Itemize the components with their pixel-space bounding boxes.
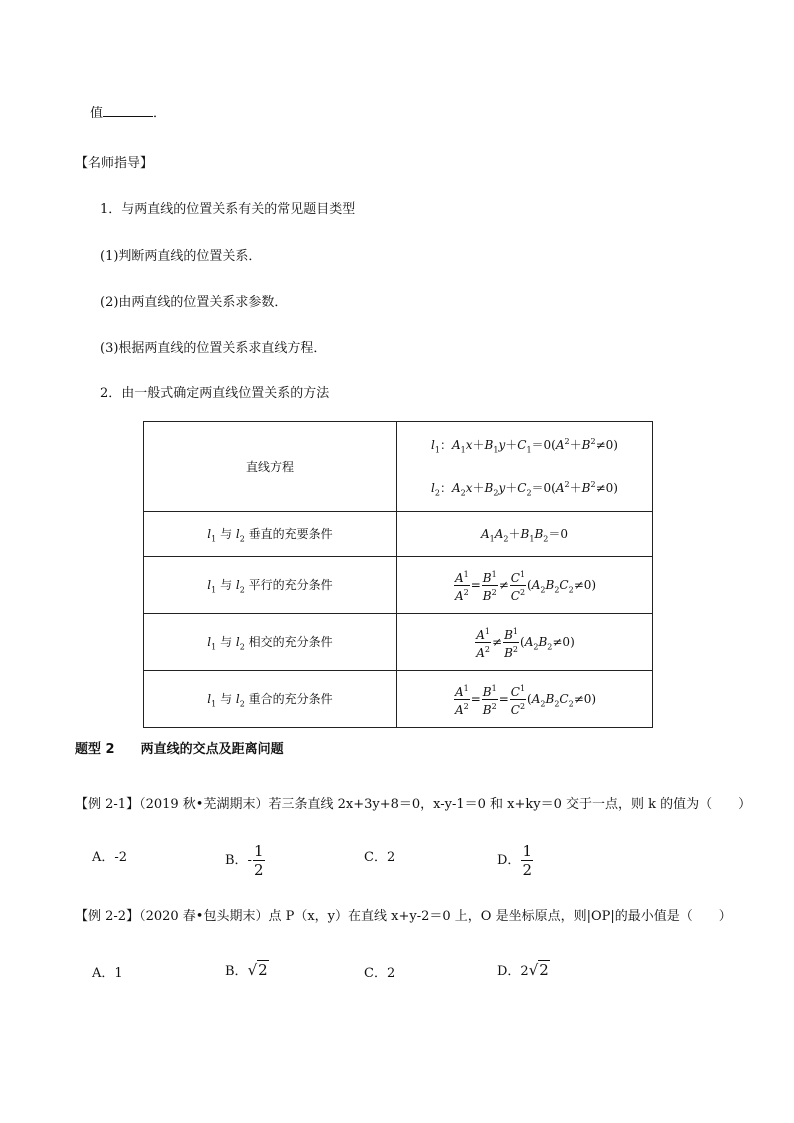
fraction-one-half: $\frac{1}{2}$ bbox=[522, 842, 532, 879]
table-row bbox=[144, 422, 653, 512]
intro-prefix: 值 bbox=[90, 106, 104, 121]
section-title: 题型 2 两直线的交点及距离问题 bbox=[75, 742, 284, 757]
intro-line bbox=[90, 104, 166, 122]
table-cell-formula: $\frac{A^1}{A^2}$ = $\frac{B^1}{B^2}$ = $\frac{C^1}{C^2}$ $(A_2B_2C_2\ne 0)$ bbox=[397, 671, 653, 728]
equation-l2: $l_2$：$A_2x+B_2y+C_2=0(A^2+B^2\ne 0)$ bbox=[431, 479, 618, 497]
table-cell-label: 直线方程 bbox=[144, 422, 397, 512]
option-b[interactable]: B．- $\frac{1}{2}$ bbox=[225, 842, 264, 879]
line-relationship-table bbox=[143, 421, 653, 728]
table-row bbox=[144, 557, 653, 614]
guide-item-1: 1．与两直线的位置关系有关的常见题目类型 bbox=[100, 202, 356, 217]
example-2-1-stem: 【例 2-1】（2019 秋•芜湖期末）若三条直线 2x+3y+8＝0，x-y-1＝0 和 x+ky＝0 交于一点，则 k 的值为（ ） bbox=[75, 797, 752, 812]
guide-item-2: (1)判断两直线的位置关系． bbox=[100, 249, 262, 264]
option-a[interactable]: A．1 bbox=[92, 966, 123, 981]
option-d[interactable]: D．2√2 bbox=[497, 961, 549, 979]
table-cell-label: $l_1$ 与 $l_2$ 平行的充分条件 bbox=[144, 557, 397, 614]
table-cell-formula: $A_1A_2+B_1B_2=0$ bbox=[397, 512, 653, 557]
option-b[interactable]: B．√2 bbox=[225, 961, 268, 979]
example-2-2-stem: 【例 2-2】（2020 春•包头期末）点 P（x，y）在直线 x+y-2＝0 上，O 是坐标原点，则|OP|的最小值是（ ） bbox=[75, 909, 732, 924]
sqrt-two: √2 bbox=[528, 961, 549, 979]
table-cell-label: $l_1$ 与 $l_2$ 重合的充分条件 bbox=[144, 671, 397, 728]
equation-l1: $l_1$：$A_1x+B_1y+C_1=0(A^2+B^2\ne 0)$ bbox=[431, 437, 618, 455]
table-cell-equations bbox=[397, 422, 653, 512]
sqrt-two: √2 bbox=[247, 961, 268, 979]
option-d[interactable]: D． $\frac{1}{2}$ bbox=[497, 842, 532, 879]
option-a[interactable]: A．-2 bbox=[92, 850, 128, 865]
guide-item-3: (2)由两直线的位置关系求参数． bbox=[100, 295, 288, 310]
table-cell-formula: $\frac{A^1}{A^2}$ = $\frac{B^1}{B^2}$ ≠ $\frac{C^1}{C^2}$ $(A_2B_2C_2\ne 0)$ bbox=[397, 557, 653, 614]
guide-item-4: (3)根据两直线的位置关系求直线方程． bbox=[100, 341, 327, 356]
table-cell-formula: $\frac{A^1}{A^2}$ ≠ $\frac{B^1}{B^2}$ $(A_2B_2\ne 0)$ bbox=[397, 614, 653, 671]
guide-title: 【名师指导】 bbox=[75, 156, 154, 171]
option-c[interactable]: C．2 bbox=[364, 850, 396, 865]
option-c[interactable]: C．2 bbox=[364, 966, 396, 981]
fraction-one-half: $\frac{1}{2}$ bbox=[253, 842, 264, 879]
table-row bbox=[144, 614, 653, 671]
table-row bbox=[144, 671, 653, 728]
table-row bbox=[144, 512, 653, 557]
table-cell-label: $l_1$ 与 $l_2$ 垂直的充要条件 bbox=[144, 512, 397, 557]
guide-item-5: 2．由一般式确定两直线位置关系的方法 bbox=[100, 386, 330, 401]
intro-suffix: ． bbox=[153, 106, 167, 121]
answer-blank bbox=[103, 104, 153, 117]
table-cell-label: $l_1$ 与 $l_2$ 相交的充分条件 bbox=[144, 614, 397, 671]
